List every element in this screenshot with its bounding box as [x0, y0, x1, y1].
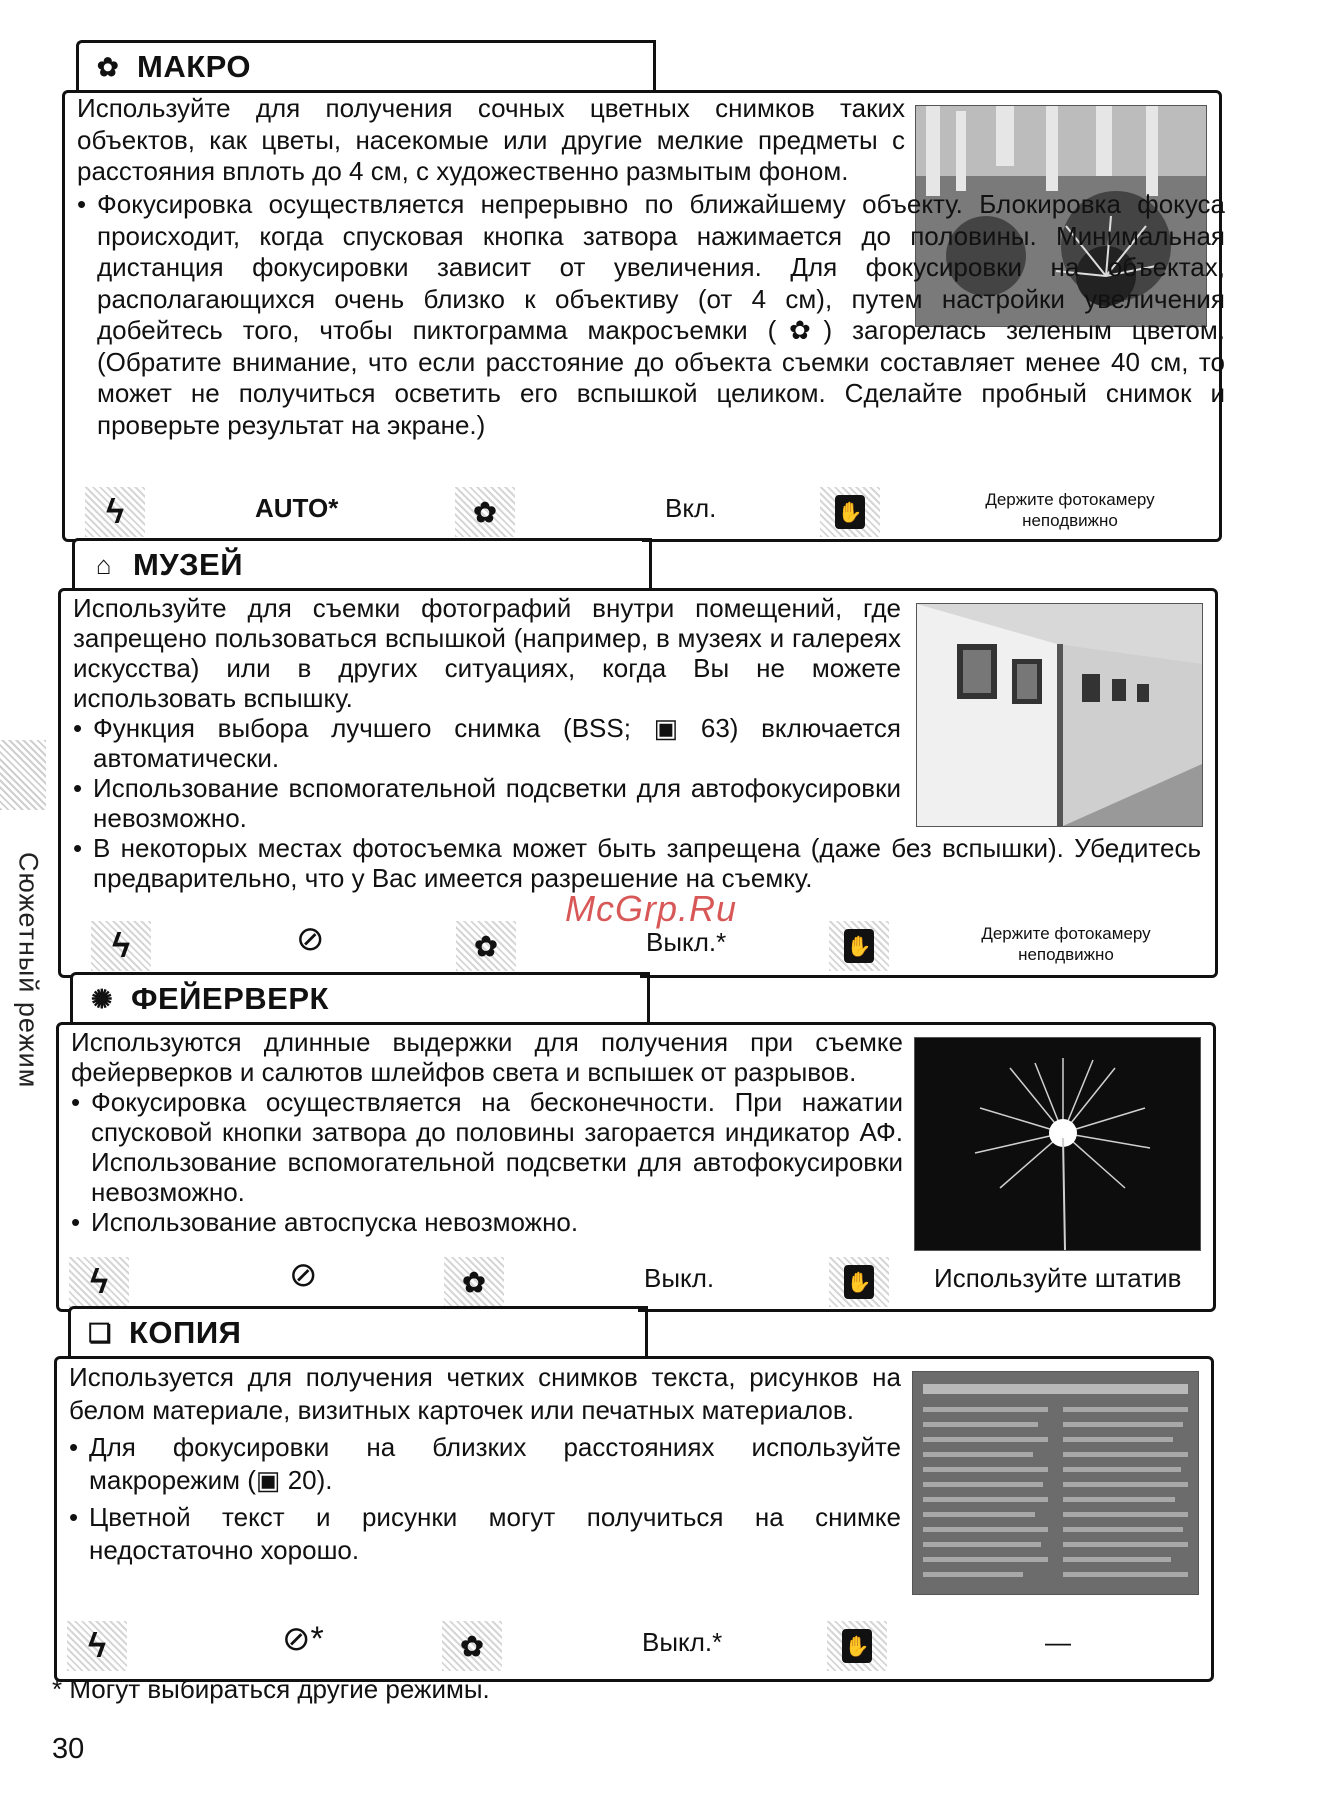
flash-mode-icon: ϟ — [85, 487, 145, 537]
section-tab — [72, 538, 642, 588]
stability-setting: Держите фотокамеру неподвижно — [985, 490, 1155, 530]
watermark-text: McGrp.Ru — [565, 888, 738, 929]
section-fireworks — [56, 972, 1216, 1312]
macro-setting: Выкл. — [644, 1263, 715, 1293]
flash-mode-icon: ϟ — [69, 1257, 129, 1307]
page-number: 30 — [52, 1733, 85, 1765]
hand-stability-icon: ✋ — [820, 487, 880, 537]
section-paragraph: Используется для получения четких снимков текста, рисунков на белом материале, визитных карточек или печатных материалов. — [69, 1362, 901, 1425]
copy-document-icon: ❏ — [88, 1317, 112, 1348]
macro-mode-icon: ✿ — [444, 1257, 504, 1307]
macro-mode-icon: ✿ — [442, 1621, 502, 1671]
bullet-item: • Цветной текст и рисунки могут получиться на снимке недостаточно хорошо. — [69, 1501, 901, 1567]
settings-row — [57, 1617, 1211, 1675]
macro-mode-icon: ✿ — [455, 487, 515, 537]
section-tab — [76, 40, 646, 90]
section-title: МАКРО — [137, 49, 252, 84]
macro-flower-icon: ✿ — [96, 51, 120, 82]
side-tab-marker — [0, 740, 46, 810]
hand-stability-icon: ✋ — [829, 1257, 889, 1307]
stability-setting: Держите фотокамеру неподвижно — [981, 924, 1151, 964]
stability-setting: — — [1045, 1627, 1071, 1657]
section-tab — [68, 1306, 638, 1356]
macro-setting: Выкл.* — [646, 927, 727, 957]
section-paragraph: Используйте для съемки фотографий внутри помещений, где запрещено пользоваться вспышкой (например, в музеях и галереях искусства) или в других ситуациях, когда Вы не можете использовать вспышку. — [73, 593, 901, 713]
flash-mode-icon: ϟ — [91, 921, 151, 971]
copy-sample-photo — [912, 1371, 1199, 1595]
section-bullets — [73, 833, 1201, 893]
section-box — [56, 1022, 1216, 1312]
section-title: МУЗЕЙ — [133, 547, 243, 582]
settings-row — [65, 483, 1219, 541]
section-copy — [54, 1306, 1214, 1686]
flash-setting: ⊘ — [289, 1256, 318, 1294]
hand-stability-icon: ✋ — [827, 1621, 887, 1671]
bullet-item: • Фокусировка осуществляется непрерывно по ближайшему объекту. Блокировка фокуса происходит, когда спусковая кнопка затвора нажимается до половины. Минимальная дистанция фокусировки зависит от увеличения. Для фокусировки на объектах, располагающихся очень близко к объективу (от 4 см), путем настройки увеличения добейтесь того, чтобы пиктограмма макросъемки (✿) загорелась зеленым цветом. (Обратите внимание, что если расстояние до объекта съемки составляет менее 40 см, то может не получиться осветить его вспышкой целиком. Сделайте пробный снимок и проверьте результат на экране.) — [77, 189, 1225, 441]
flash-setting: ⊘* — [282, 1620, 324, 1658]
hand-stability-icon: ✋ — [829, 921, 889, 971]
section-title: КОПИЯ — [129, 1315, 242, 1350]
museum-sample-photo — [916, 603, 1203, 827]
section-body — [71, 1027, 903, 1237]
side-label: Сюжетный режим — [13, 851, 44, 1089]
section-box — [62, 90, 1225, 542]
bullet-item: • Фокусировка осуществляется на бесконечности. При нажатии спусковой кнопки затвора до половины загорается индикатор АФ. Использование вспомогательной подсветки для автофокусировки невозможно. — [71, 1087, 903, 1207]
settings-row — [59, 1253, 1213, 1311]
section-paragraph: Используйте для получения сочных цветных снимков таких объектов, как цветы, насекомые или другие мелкие предметы с расстояния вплоть до 4 см, с художественно размытым фоном. — [77, 93, 905, 186]
section-body — [69, 1361, 901, 1567]
section-body — [77, 93, 905, 188]
bullet-item: • Использование вспомогательной подсветки для автофокусировки невозможно. — [73, 773, 901, 833]
footnote: * Могут выбираться другие режимы. — [52, 1674, 490, 1704]
section-bullets — [77, 189, 1225, 441]
section-box — [54, 1356, 1214, 1682]
section-body — [73, 593, 901, 833]
section-macro — [62, 40, 1225, 560]
flash-setting: AUTO* — [255, 493, 339, 523]
bullet-item: • Для фокусировки на близких расстояниях используйте макрорежим (▣ 20). — [69, 1431, 901, 1497]
section-tab — [70, 972, 640, 1022]
macro-setting: Выкл.* — [642, 1627, 723, 1657]
flash-setting: ⊘ — [296, 920, 325, 958]
fireworks-sample-photo — [914, 1037, 1201, 1251]
museum-icon: ⌂ — [95, 549, 113, 580]
section-paragraph: Используются длинные выдержки для получения при съемке фейерверков и салютов шлейфов света и вспышек от разрывов. — [71, 1027, 903, 1087]
macro-mode-icon: ✿ — [456, 921, 516, 971]
section-title: ФЕЙЕРВЕРК — [131, 981, 329, 1016]
flash-mode-icon: ϟ — [67, 1621, 127, 1671]
stability-setting: Используйте штатив — [934, 1263, 1182, 1293]
bullet-item: • Использование автоспуска невозможно. — [71, 1207, 903, 1237]
bullet-item: • В некоторых местах фотосъемка может быть запрещена (даже без вспышки). Убедитесь предварительно, что у Вас имеется разрешение на съемку. — [73, 833, 1201, 893]
fireworks-icon: ✺ — [90, 983, 114, 1014]
bullet-item: • Функция выбора лучшего снимка (BSS; ▣ 63) включается автоматически. — [73, 713, 901, 773]
macro-setting: Вкл. — [665, 493, 717, 523]
